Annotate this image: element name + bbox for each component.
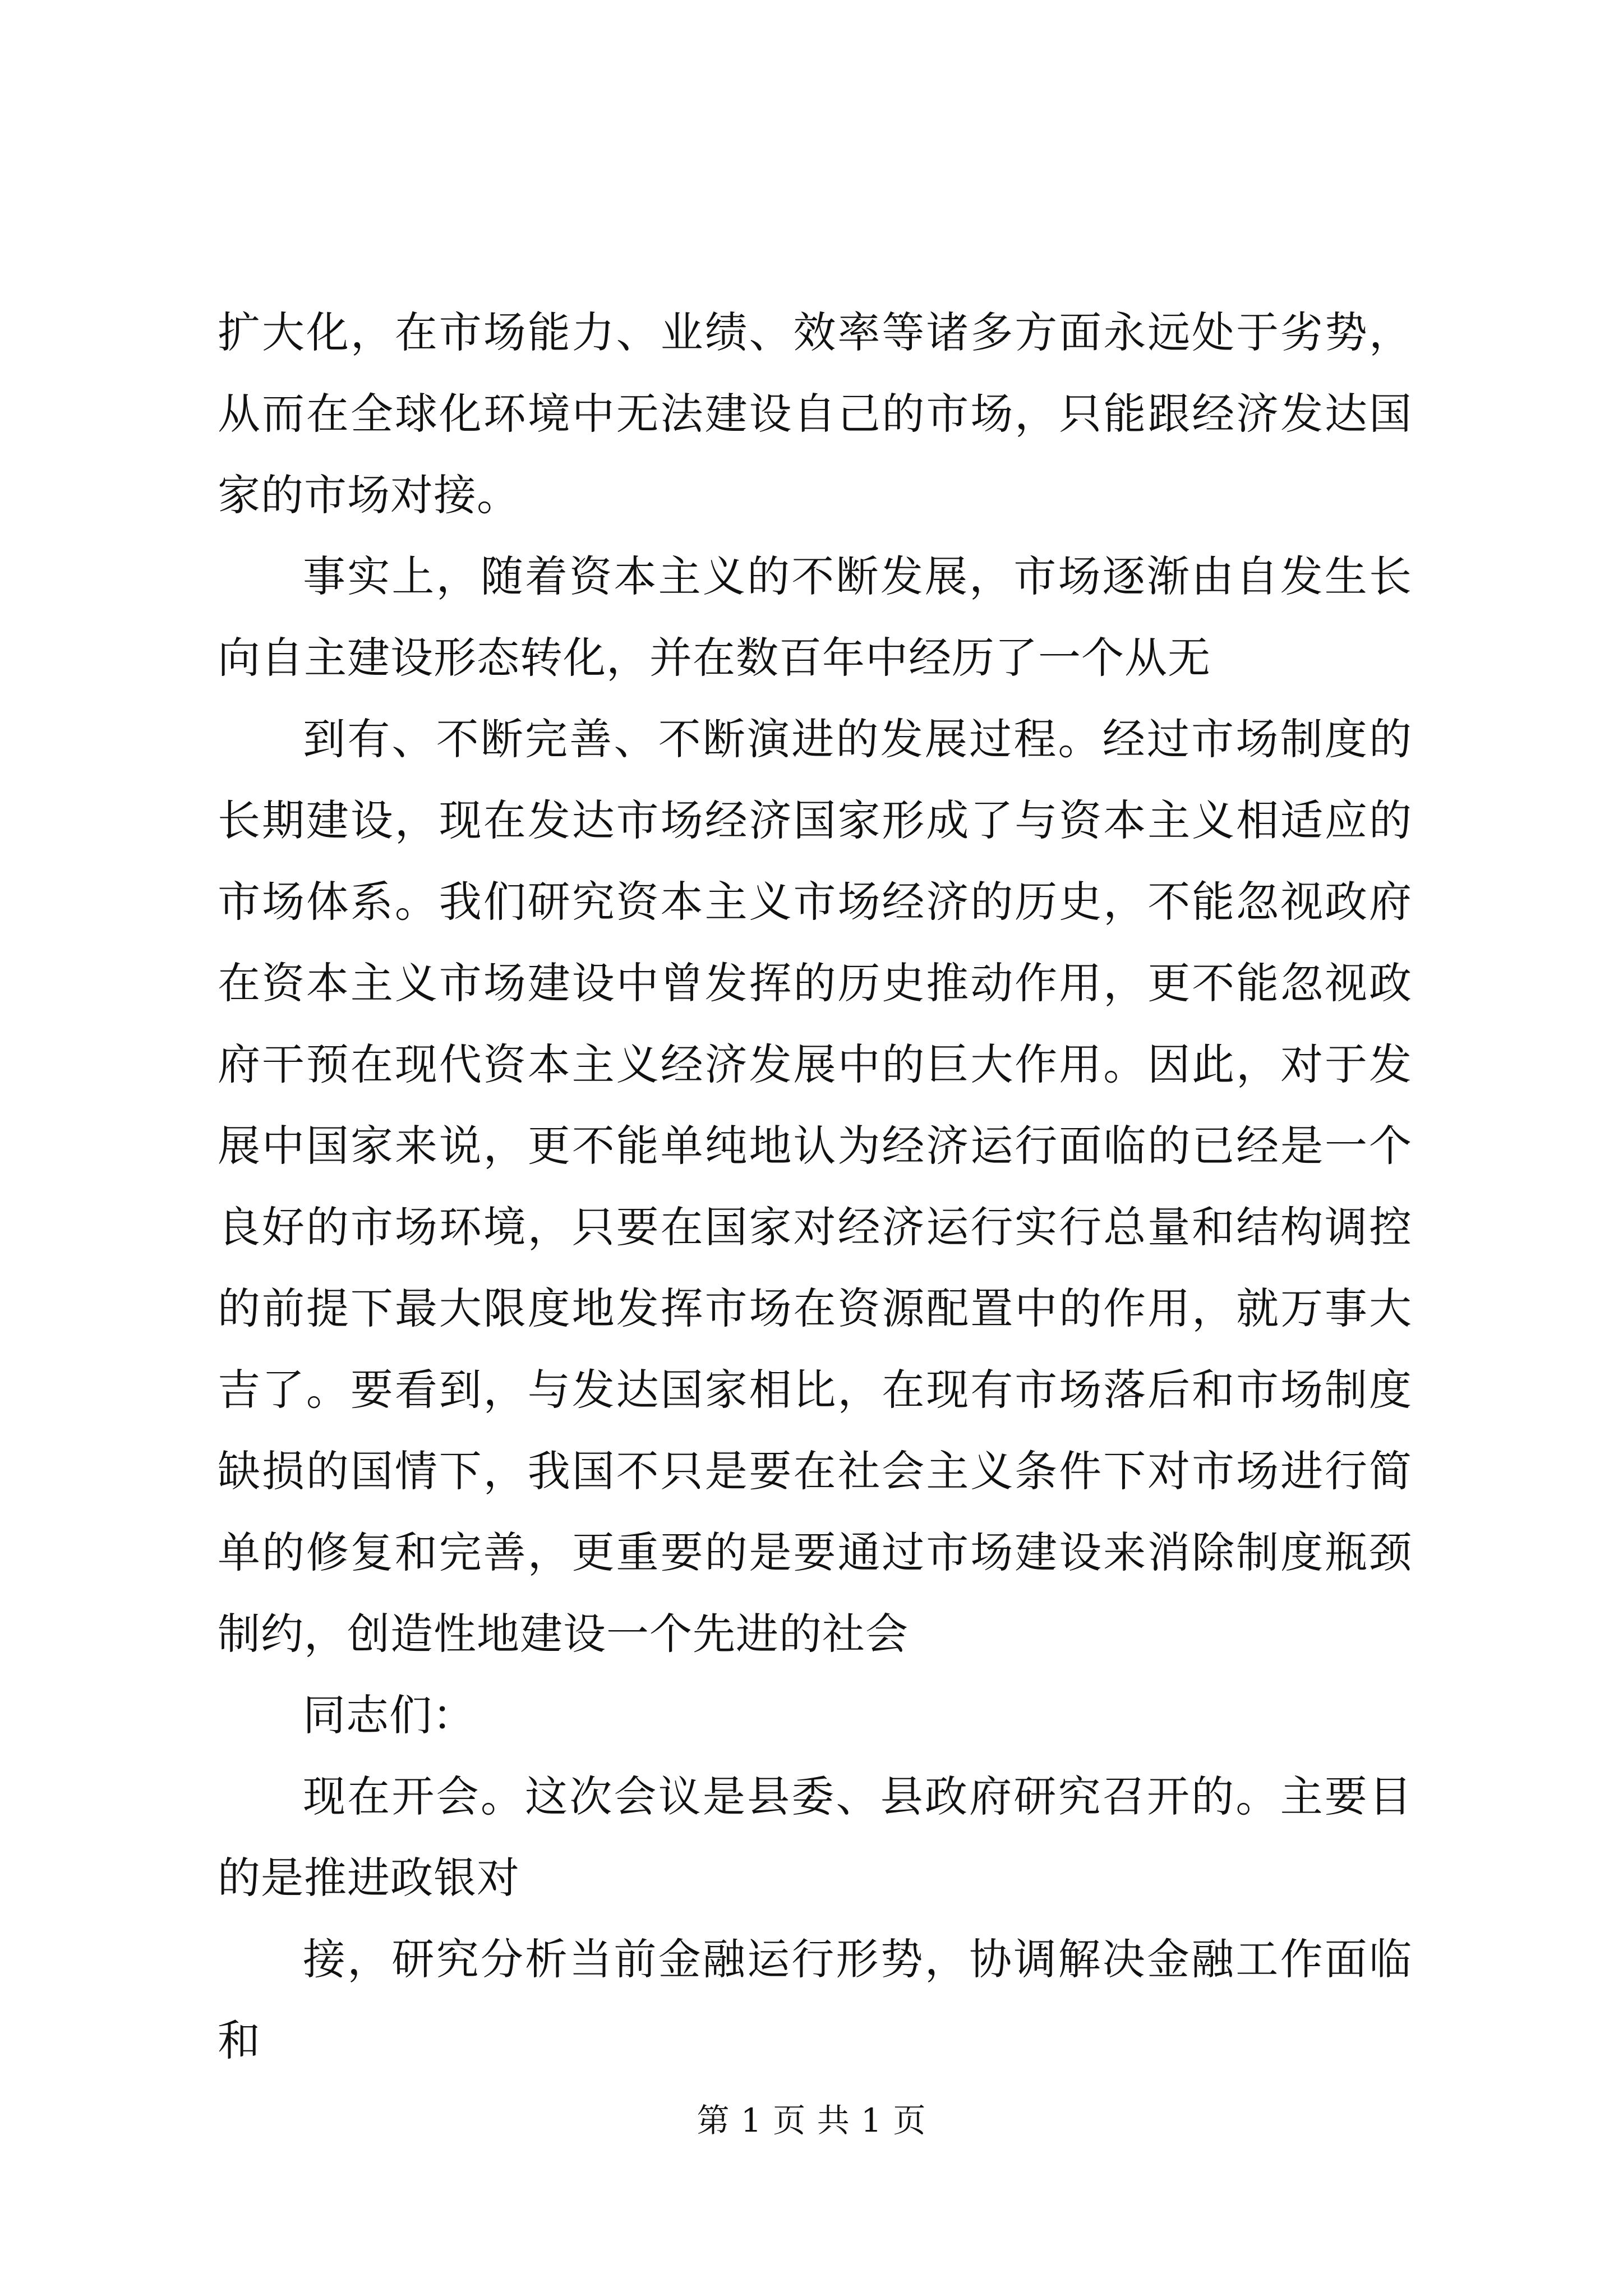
salutation: 同志们： [303, 1690, 476, 1740]
paragraph-continuation: 扩大化，在市场能力、业绩、效率等诸多方面永远处于劣势，从而在全球化环境中无法建设自己的市场，只能跟经济发达国家的市场对接。 [218, 307, 1412, 520]
paragraph: 到有、不断完善、不断演进的发展过程。经过市场制度的长期建设，现在发达市场经济国家形成了与资本主义相适应的市场体系。我们研究资本主义市场经济的历史，不能忽视政府在资本主义市场建设中曾发挥的历史推动作用，更不能忽视政府干预在现代资本主义经济发展中的巨大作用。因此，对于发展中国家来说，更不能单纯地认为经济运行面临的已经是一个良好的市场环境，只要在国家对经济运行实行总量和结构调控的前提下最大限度地发挥市场在资源配置中的作用，就万事大吉了。要看到，与发达国家相比，在现有市场落后和市场制度缺损的国情下，我国不只是要在社会主义条件下对市场进行简单的修复和完善，更重要的是要通过市场建设来消除制度瓶颈制约，创造性地建设一个先进的社会 [218, 714, 1412, 1659]
page-footer: 第 1 页 共 1 页 [697, 2101, 926, 2139]
paragraph: 现在开会。这次会议是县委、县政府研究召开的。主要目的是推进政银对 [218, 1772, 1412, 1903]
document-body [218, 292, 1412, 2081]
paragraph: 事实上，随着资本主义的不断发展，市场逐渐由自发生长向自主建设形态转化，并在数百年中经历了一个从无 [218, 551, 1412, 683]
paragraph: 接，研究分析当前金融运行形势，协调解决金融工作面临和 [218, 1934, 1412, 2065]
